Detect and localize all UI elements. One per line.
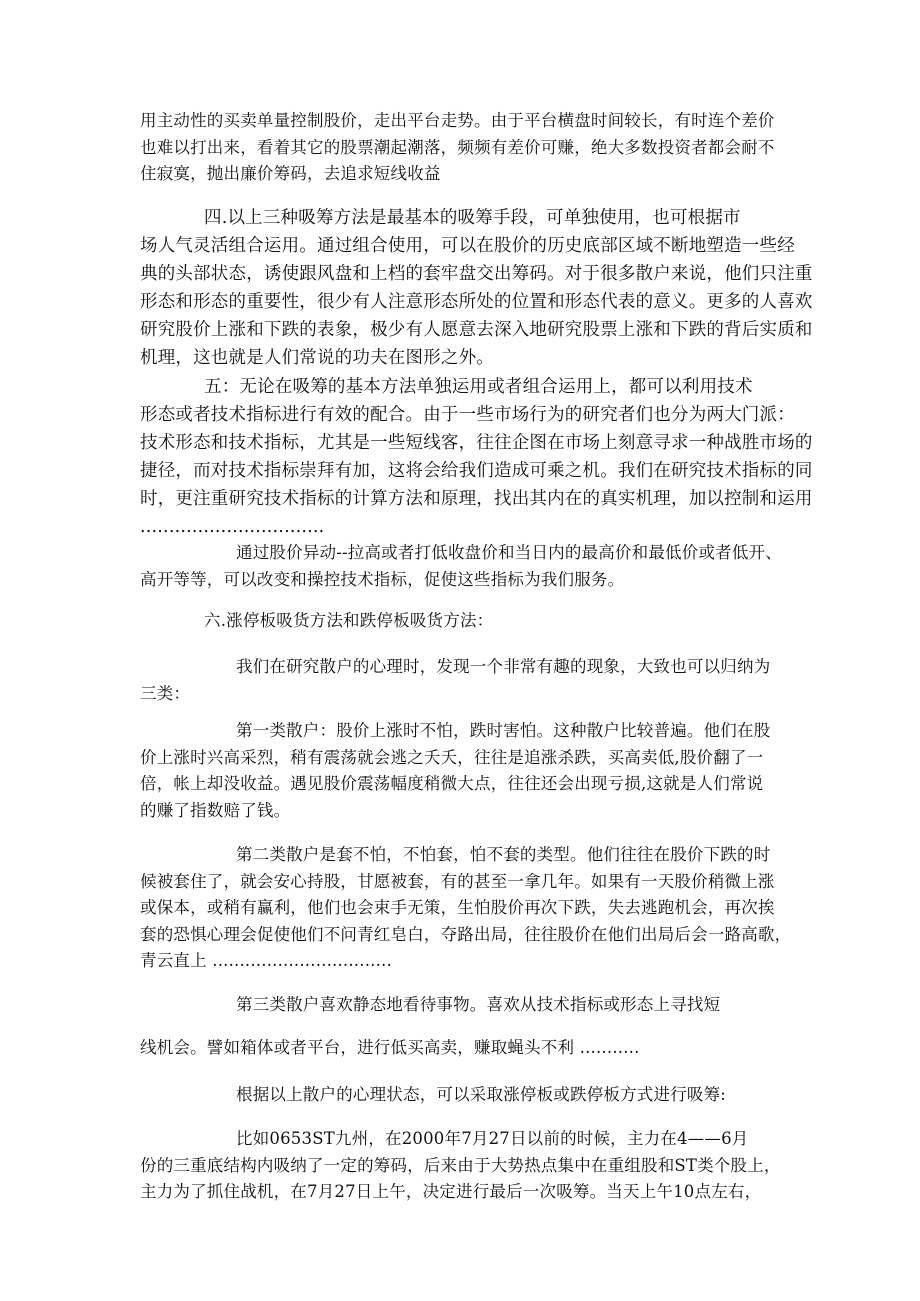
paragraph-example-case	[140, 1126, 792, 1206]
text-line: 住寂寞，抛出廉价筹码，去追求短线收益	[140, 164, 441, 183]
text-line: 五：无论在吸筹的基本方法单独运用或者组合运用上，都可以利用技术	[204, 377, 753, 397]
paragraph-investor-type-three	[140, 992, 792, 1019]
text-line: 根据以上散户的心理状态，可以采取涨停板或跌停板方式进行吸筹:	[236, 1085, 727, 1104]
text-line: 我们在研究散户的心理时，发现一个非常有趣的现象，大致也可以归纳为	[236, 657, 771, 676]
text-line: 捷径，而对技术指标崇拜有加，这将会给我们造成可乘之机。我们在研究技术指标的同	[140, 461, 813, 481]
text-line: 也难以打出来，看着其它的股票潮起潮落，频频有差价可赚，绝大多数投资者都会耐不	[140, 137, 775, 157]
text-line: 价上涨时兴高采烈，稍有震荡就会逃之夭夭，往往是追涨杀跌，买高卖低,股价翻了一	[140, 747, 764, 767]
text-line: 候被套住了，就会安心持股，甘愿被套，有的甚至一拿几年。如果有一天股价稍微上涨	[140, 871, 775, 891]
text-line: 用主动性的买卖单量控制股价，走出平台走势。由于平台横盘时间较长，有时连个差价	[140, 111, 775, 130]
paragraph-section-four	[140, 204, 813, 372]
text-line: 四.以上三种吸筹方法是最基本的吸筹手段，可单独使用，也可根据市	[204, 208, 741, 228]
text-line: ................................	[140, 517, 325, 537]
text-line: 倍，帐上却没收益。遇见股价震荡幅度稍微大点，往往还会出现亏损,这就是人们常说	[140, 774, 764, 793]
text-line: 的赚了指数赔了钱。	[140, 800, 291, 820]
text-line: 线机会。譬如箱体或者平台，进行低买高卖，赚取蝇头不利 ...........	[140, 1038, 640, 1057]
text-line: 高开等等，可以改变和操控技术指标，促使这些指标为我们服务。	[140, 569, 625, 589]
text-line: 主力为了抓住战机，在7月27日上午，决定进行最后一次吸筹。当天上午10点左右，	[140, 1182, 762, 1201]
text-line: 比如0653ST九州，在2000年7月27日以前的时候，主力在4——6月	[236, 1129, 749, 1148]
text-line: 形态或者技术指标进行有效的配合。由于一些市场行为的研究者们也分为两大门派：	[140, 405, 795, 425]
paragraph-accumulation-method	[140, 1082, 792, 1109]
text-line: 套的恐惧心理会促使他们不问青红皂白，夺路出局，往往股价在他们出局后会一路高歌，	[140, 924, 792, 944]
paragraph-investor-psychology	[140, 654, 792, 707]
text-line: 六.涨停板吸货方法和跌停板吸货方法：	[204, 611, 494, 630]
paragraph-investor-type-one	[140, 718, 792, 824]
paragraph-section-five	[140, 373, 813, 541]
paragraph-short-term-opportunity	[140, 1035, 792, 1062]
text-line: 青云直上 .................................	[140, 951, 392, 970]
text-line: 第一类散户：股价上涨时不怕，跌时害怕。这种散户比较普遍。他们在股	[236, 721, 771, 740]
paragraph-price-manipulation	[140, 540, 792, 593]
text-line: 第二类散户是套不怕，不怕套，怕不套的类型。他们往往在股价下跌的时	[236, 845, 771, 864]
text-line: 技术形态和技术指标，尤其是一些短线客，往往企图在市场上刻意寻求一种战胜市场的	[140, 433, 813, 453]
text-line: 时，更注重研究技术指标的计算方法和原理，找出其内在的真实机理，加以控制和运用	[140, 489, 813, 509]
text-line: 场人气灵活组合运用。通过组合使用，可以在股价的历史底部区域不断地塑造一些经	[140, 236, 795, 256]
text-line: 三类：	[140, 683, 191, 703]
text-line: 研究股价上涨和下跌的表象，极少有人愿意去深入地研究股票上涨和下跌的背后实质和	[140, 320, 813, 340]
text-line: 份的三重底结构内吸纳了一定的筹码，后来由于大势热点集中在重组股和ST类个股上，	[140, 1155, 781, 1175]
text-line: 形态和形态的重要性，很少有人注意形态所处的位置和形态代表的意义。更多的人喜欢	[140, 292, 813, 312]
text-line: 或保本，或稍有赢利，他们也会束手无策，生怕股价再次下跌，失去逃跑机会，再次挨	[140, 898, 775, 917]
text-line: 典的头部状态，诱使跟风盘和上档的套牢盘交出筹码。对于很多散户来说，他们只注重	[140, 264, 813, 284]
text-line: 通过股价异动--拉高或者打低收盘价和当日内的最高价和最低价或者低开、	[236, 543, 782, 562]
paragraph-platform-trend	[140, 108, 792, 188]
paragraph-investor-type-two	[140, 842, 792, 975]
text-line: 第三类散户喜欢静态地看待事物。喜欢从技术指标或形态上寻找短	[236, 995, 721, 1014]
paragraph-section-six	[140, 608, 792, 635]
text-line: 机理，这也就是人们常说的功夫在图形之外。	[140, 348, 494, 368]
